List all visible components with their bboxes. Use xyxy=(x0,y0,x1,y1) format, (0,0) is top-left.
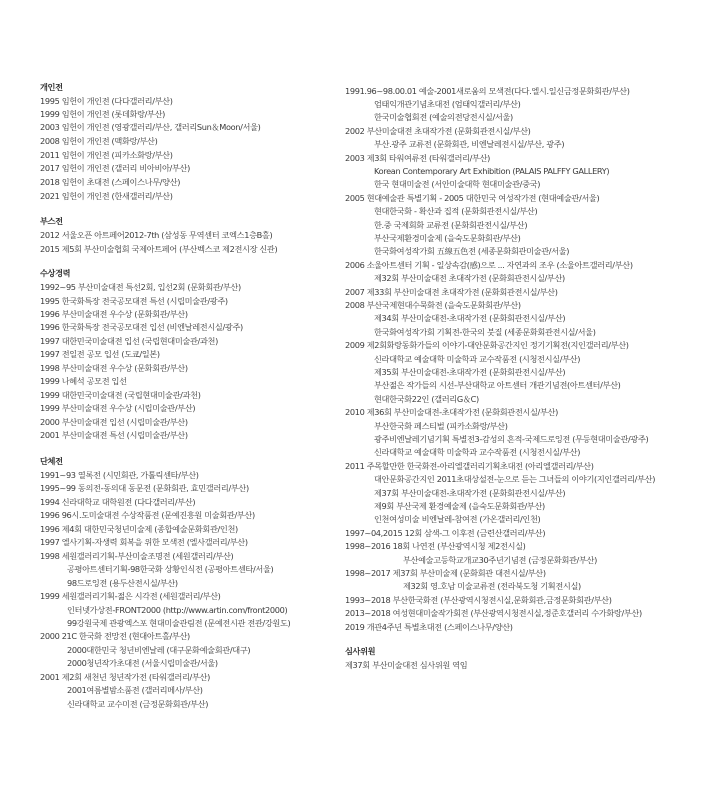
entry-line: 2000청년작가초대전 (서울시립미술관/서울) xyxy=(67,658,218,668)
entry-line: 1992~95 부산미술대전 특선2회, 입선2회 (문화회관/부산) xyxy=(40,282,241,292)
entry-line: 1996 한국화특장 전국공모대전 입선 (비엔날레전시실/광주) xyxy=(40,322,243,332)
entry-line: 부산.광주 교류전 (문화회관, 비엔날레전시실/부산, 광주) xyxy=(374,139,565,149)
entry-line: 제32회 부산미술대전 초대작가전 (문화회관전시실/부산) xyxy=(374,273,565,283)
entry-line: 2000 부산미술대전 입선 (시립미술관/부산) xyxy=(40,417,188,427)
entry-line: 제34회 부산미술대전-초대작가전 (문화회관전시실/부산) xyxy=(374,313,566,323)
entry-line: 한.중 국제회화 교류전 (문화회관전시실/부산) xyxy=(374,220,528,230)
entry-line: 1997 대한민국미술대전 입선 (국립현대미술관/과천) xyxy=(40,336,218,346)
entry-line: 인천여성미술 비엔날레-참여전 (가온갤러리/인천) xyxy=(374,514,541,524)
entry-line: 현대한국화 - 확산과 집적 (문화회관전시실/부산) xyxy=(374,206,538,216)
entry-line: 1995 한국화특장 전국공모대전 특선 (시립미술관/광주) xyxy=(40,296,228,306)
entry-line: 2019 개관4주년 특별초대전 (스페이스나무/양산) xyxy=(345,622,513,632)
entry-line: 1995~99 동의전-동의대 동문전 (문화회관, 효민갤러리/부산) xyxy=(40,483,249,493)
entry-line: 2005 현대예술관 특별기획 - 2005 대한민국 여성작가전 (현대예술관/서울) xyxy=(345,193,600,203)
entry-line: 2009 제2회화랑동화가들의 이야기-대안문화공간지인 정기기획전(지인갤러리/부산) xyxy=(345,340,629,350)
entry-line: 1998~2016 18회 나연전 (부산광역시청 제2전시실) xyxy=(345,541,526,551)
entry-line: 2012 서울오픈 아트페어2012-7th (삼성동 무역센터 코엑스1층B홀) xyxy=(40,230,273,240)
entry-line: 제32회 영.호남 미술교류전 (전라북도청 기획전시실) xyxy=(403,581,581,591)
entry-line: 1997~04,2015 12회 삼색-그 이후전 (금련산갤러리/부산) xyxy=(345,528,546,538)
section-title: 단체전 xyxy=(40,456,63,466)
entry-line: 제9회 부산국제 환경예술제 (을숙도문화회관/부산) xyxy=(374,501,545,511)
entry-line: 1996 부산미술대전 우수상 (문화회관/부산) xyxy=(40,309,188,319)
entry-line: 1999 나혜석 공모전 입선 xyxy=(40,376,127,386)
entry-line: 1996 96시.도미술대전 수상작품전 (문예진흥원 미술회관/부산) xyxy=(40,510,255,520)
entry-line: 1999 부산미술대전 우수상 (시립미술관/부산) xyxy=(40,403,196,413)
entry-line: 1997 엘사기획-자생력 회복을 위한 모색전 (엘사갤러리/부산) xyxy=(40,537,248,547)
entry-line: 부산한국화 페스티벌 (피카소화랑/부산) xyxy=(374,421,508,431)
entry-line: 2018 임헌이 초대전 (스페이스나무/양산) xyxy=(40,177,181,187)
entry-line: 1999 대한민국미술대전 (국립현대미술관/과천) xyxy=(40,390,201,400)
entry-line: 2007 제33회 부산미술대전 초대작가전 (문화회관전시실/부산) xyxy=(345,287,558,297)
entry-line: 신라대학교 예술대학 미술학과 교수작품전 (시청전시실/부산) xyxy=(374,354,581,364)
entry-line: 2001 제2회 새천년 청년작가전 (타워갤러리/부산) xyxy=(40,672,210,682)
entry-line: 2008 부산국제현대수묵화전 (을숙도문화회관/부산) xyxy=(345,300,521,310)
entry-line: 대안문화공간지인 2011초대상설전-눈으로 듣는 그녀들의 이야기(지인갤러리/부산) xyxy=(374,474,656,484)
entry-line: 1991.96~98.00.01 예술-2001새로움의 모색전(다다.엘시.일신금정문화회관/부산) xyxy=(345,86,630,96)
entry-line: 현대한국화22인 (갤러리G＆C) xyxy=(374,394,479,404)
entry-line: 2000 21C 한국화 전망전 (현대아트홀/부산) xyxy=(40,631,190,641)
entry-line: 신라대학교 교수미전 (금정문화회관/부산) xyxy=(67,699,209,709)
entry-line: 1996 제4회 대한민국청년미술제 (종합예술문화회관/인천) xyxy=(40,524,238,534)
entry-line: 2013~2018 여성현대미술작가회전 (부산광역시청전시실,정준호갤러리 수가화랑/부산) xyxy=(345,608,642,618)
section-title: 수상경력 xyxy=(40,268,71,278)
entry-line: 공평아트센터기획-98한국화 상황인식전 (공평아트센타/서울) xyxy=(67,564,274,574)
entry-line: 1998 부산미술대전 우수상 (문화회관/부산) xyxy=(40,363,188,373)
entry-line: 2003 제3회 타워여류전 (타워갤러리/부산) xyxy=(345,153,490,163)
section-title: 부스전 xyxy=(40,216,63,226)
entry-line: 한국화여성작가회 기획전-한국의 붓질 (세종문화회관전시실/서울) xyxy=(374,327,596,337)
entry-line: 1995 임헌이 개인전 (다다갤러리/부산) xyxy=(40,96,173,106)
entry-line: 2015 제5회 부산미술협회 국제아트페어 (부산벡스코 제2전시장 신관) xyxy=(40,244,278,254)
entry-line: 제37회 부산미술대전-초대작가전 (문화회관전시실/부산) xyxy=(374,488,566,498)
entry-line: 1993~2018 부산한국화전 (부산광역시청전시실,문화회관,금정문화회관/부산) xyxy=(345,595,612,605)
entry-line: 한국미술협회전 (예술의전당전시실/서울) xyxy=(374,112,513,122)
entry-line: 2001 부산미술대전 특선 (시립미술관/부산) xyxy=(40,430,188,440)
entry-line: 2006 소울아트센터 기획 - 일상속감(感)으로 ... 자연과의 조우 (소울아트갤러리/부산) xyxy=(345,260,633,270)
entry-line: 인터넷가상전-FRONT2000 (http://www.artin.com/front2000) xyxy=(67,605,288,615)
entry-line: 2002 부산미술대전 초대작가전 (문화회관전시실/부산) xyxy=(345,126,531,136)
entry-line: 한국 현대미술전 (서안미술대학 현대미술관/중국) xyxy=(374,179,541,189)
entry-line: 1994 신라대학교 대학원전 (다다갤러리/부산) xyxy=(40,497,196,507)
entry-line: 부산젊은 작가들의 시선-부산대학교 아트센터 개관기념전(아트센터/부산) xyxy=(374,380,621,390)
entry-line: 1998 세원갤러리기획-부산미술조명전 (세원갤러리/부산) xyxy=(40,551,234,561)
entry-line: 2008 임헌이 개인전 (맥화랑/부산) xyxy=(40,136,158,146)
section-title: 개인전 xyxy=(40,82,63,92)
entry-line: 2021 임헌이 개인전 (한새갤러리/부산) xyxy=(40,191,173,201)
entry-line: 2010 제36회 부산미술대전-초대작가전 (문화회관전시실/부산) xyxy=(345,407,558,417)
entry-line: 1997 전일전 공모 입선 (도쿄/일본) xyxy=(40,349,160,359)
entry-line: 2011 임헌이 개인전 (피카소화랑/부산) xyxy=(40,150,173,160)
entry-line: 1999 임헌이 개인전 (롯데화랑/부산) xyxy=(40,109,166,119)
entry-line: 제35회 부산미술대전-초대작가전 (문화회관전시실/부산) xyxy=(374,367,566,377)
entry-line: 98드로잉전 (용두산전시실/부산) xyxy=(67,578,178,588)
entry-line: 2001여름별밤소품전 (갤러리메사/부산) xyxy=(67,685,203,695)
entry-line: 1991~93 열록전 (시민회관, 가톨릭센타/부산) xyxy=(40,470,199,480)
entry-line: 2000대한민국 청년비엔날레 (대구문화예술회관/대구) xyxy=(67,645,251,655)
entry-line: 99강원국제 관광엑스포 현대미술관림전 (문예전시관 전관/강원도) xyxy=(67,618,291,628)
entry-line: 엄태익개관기념초대전 (엄태익갤러리/부산) xyxy=(374,99,521,109)
section-title: 심사위원 xyxy=(345,646,376,656)
entry-line: 제37회 부산미술대전 심사위원 역임 xyxy=(345,660,468,670)
entry-line: 부산국제환경미술제 (을숙도문화회관/부산) xyxy=(374,233,521,243)
entry-line: 2003 임헌이 개인전 (영광갤러리/부산, 갤러리Sun＆Moon/서울) xyxy=(40,122,261,132)
entry-line: 2011 주목할만한 한국화전-아리엘갤러리기획초대전 (아리엘갤러리/부산) xyxy=(345,461,594,471)
entry-line: 한국화여성작가회 五線五色전 (세종문화회관미술관/서울) xyxy=(374,246,570,256)
entry-line: 1998~2017 제37회 부산미술제 (문화회관 대전시실/부산) xyxy=(345,568,546,578)
entry-line: 신라대학교 예술대학 미술학과 교수작품전 (시청전시실/부산) xyxy=(374,447,581,457)
entry-line: 부산예술고등학교개교30주년기념전 (금정문화회관/부산) xyxy=(403,555,597,565)
entry-line: 광주비엔날레기념기획 특별전3-감성의 흔적-국제드로잉전 (무등현대미술관/광주) xyxy=(374,434,649,444)
entry-line: Korean Contemporary Art Exhibition (PALAIS PALFFY GALLERY) xyxy=(374,166,610,176)
entry-line: 2017 임헌이 개인전 (갤러리 비아비아/부산) xyxy=(40,163,190,173)
entry-line: 1999 세원갤러리기획-젊은 시각전 (세원갤러리/부산) xyxy=(40,591,221,601)
